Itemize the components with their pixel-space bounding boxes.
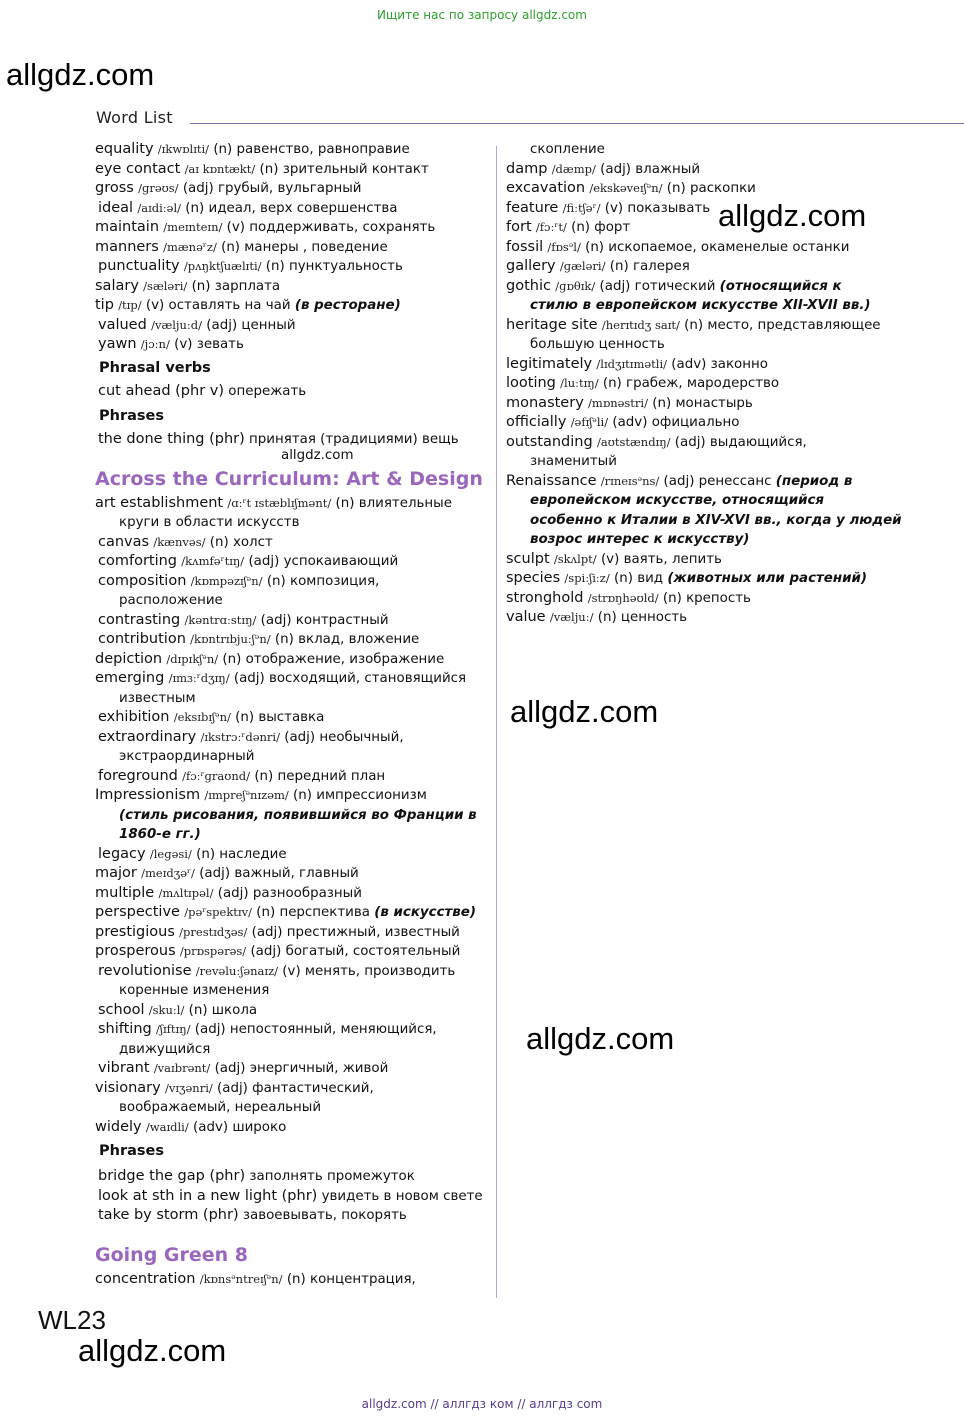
title-rule [190,123,964,124]
entry: prestigious /prestɪdʒəs/ (adj) престижный, известный [95,923,460,940]
entry: comforting /kʌmfəʳtɪŋ/ (adj) успокаивающий [98,553,399,569]
watermark: allgdz.com [718,198,867,233]
subheading: Phrasal verbs [99,359,211,376]
watermark: allgdz.com [6,57,155,92]
entry: multiple /mʌltɪpəl/ (adj) разнообразный [95,884,362,901]
entry: Impressionism /ɪmpreʃᵊnɪzəm/ (n) импрессионизм [95,787,427,803]
entry-continuation: экстраординарный [119,749,255,764]
entry: gross /ɡrəʊs/ (adj) грубый, вульгарный [95,180,362,196]
entry: extraordinary /ɪkstrɔːʳdənri/ (adj) необычный, [98,728,404,745]
entry: look at sth in a new light (phr) увидеть в новом свете [98,1187,483,1204]
entry: fossil /fɒsᵊl/ (n) ископаемое, окаменелые останки [506,238,850,255]
entry: punctuality /pʌŋktʃuælɪti/ (n) пунктуальность [98,258,403,274]
entry: manners /mænəʳz/ (n) манеры , поведение [95,238,388,255]
entry: concentration /kɒnsᵊntreɪʃᵊn/ (n) концентрация, [95,1270,416,1287]
entry: looting /luːtɪŋ/ (n) грабеж, мародерство [506,375,780,391]
entry: canvas /kænvəs/ (n) холст [98,533,273,550]
entry: legitimately /lɪdʒɪtɪmətli/ (adv) законно [506,355,768,372]
entry: perspective /pəʳspektɪv/ (n) перспектива (в искусстве) [95,904,476,920]
entry-continuation: 1860-е гг.) [119,827,201,842]
subheading: Phrases [99,407,164,424]
watermark: allgdz.com [510,694,659,729]
entry: foreground /fɔːʳɡraʊnd/ (n) передний план [98,767,386,784]
left-column [95,140,490,1289]
entry-continuation: возрос интерес к искусству) [530,532,750,547]
entry-continuation: европейском искусстве, относящийся [530,493,825,508]
entry: maintain /meɪnteɪn/ (v) поддерживать, сохранять [95,219,436,235]
entry: outstanding /aʊtstændɪŋ/ (adj) выдающийся, [506,433,807,450]
entry: damp /dæmp/ (adj) влажный [506,160,701,177]
entry: emerging /ɪmɜːʳdʒɪŋ/ (adj) восходящий, становящийся [95,670,467,686]
entry: composition /kɒmpəzɪʃᵊn/ (n) композиция, [98,572,380,589]
top-note: Ищите нас по запросу allgdz.com [377,8,587,22]
entry: value /væljuː/ (n) ценность [506,609,688,625]
watermark-small: allgdz.com [281,447,354,463]
entry: vibrant /vaɪbrənt/ (adj) энергичный, живой [98,1060,389,1076]
entry: bridge the gap (phr) заполнять промежуток [98,1168,415,1184]
entry: major /meɪdʒəʳ/ (adj) важный, главный [95,865,359,881]
entry-continuation: стилю в европейском искусстве XII-XVII вв.) [530,298,871,313]
entry: contrasting /kəntrɑːstɪŋ/ (adj) контрастный [98,611,389,628]
entry: contribution /kɒntrɪbjuːʃᵊn/ (n) вклад, вложение [98,631,420,647]
entry: equality /ɪkwɒlɪti/ (n) равенство, равноправие [95,141,410,157]
entry: officially /əfɪʃᵊli/ (adv) официально [506,414,740,430]
entry-continuation: большую ценность [530,337,665,352]
entry: salary /sæləri/ (n) зарплата [95,277,281,294]
entry: revolutionise /revəluːʃənaɪz/ (v) менять, производить [98,962,456,979]
entry: art establishment /ɑːʳt ɪstæblɪʃmənt/ (n) влиятельные [95,494,452,511]
entry: valued /væljuːd/ (adj) ценный [98,316,296,333]
entry: gallery /ɡæləri/ (n) галерея [506,258,690,274]
entry: legacy /leɡəsi/ (n) наследие [98,845,287,862]
entry: the done thing (phr) принятая (традициями) вещь [98,430,459,447]
entry-continuation: круги в области искусств [119,515,300,530]
section-heading: Across the Curriculum: Art & Design [95,467,483,490]
entry: yawn /jɔːn/ (v) зевать [98,336,244,352]
entry: tip /tɪp/ (v) оставлять на чай (в ресторане) [95,297,401,313]
entry: heritage site /herɪtɪdʒ saɪt/ (n) место, представляющее [506,316,881,333]
entry: eye contact /aɪ kɒntækt/ (n) зрительный контакт [95,160,429,177]
entry: widely /waɪdli/ (adv) широко [95,1118,287,1135]
entry: prosperous /prɒspərəs/ (adj) богатый, состоятельный [95,943,461,959]
entry-continuation: известным [119,690,196,706]
entry-continuation: знаменитый [530,454,617,469]
entry: depiction /dɪpɪkʃᵊn/ (n) отображение, изображение [95,650,445,667]
entry-continuation: (стиль рисования, появившийся во Франции в [119,807,477,823]
entry: fort /fɔːʳt/ (n) форт [506,219,631,235]
page-number: WL23 [38,1305,106,1335]
entry: gothic /ɡɒθɪk/ (adj) готический (относящийся к [506,277,842,294]
watermark: allgdz.com [78,1333,227,1368]
entry: exhibition /eksɪbɪʃᵊn/ (n) выставка [98,709,325,725]
subheading: Phrases [99,1143,164,1159]
watermark: allgdz.com [526,1021,675,1056]
entry-continuation: коренные изменения [119,983,270,998]
entry-continuation: воображаемый, нереальный [119,1100,322,1115]
entry: excavation /ekskəveɪʃᵊn/ (n) раскопки [506,180,756,196]
entry: monastery /mɒnəstri/ (n) монастырь [506,394,753,411]
entry: school /skuːl/ (n) школа [98,1001,258,1018]
entry-continuation: особенно к Италии в XIV-XVI вв., когда у людей [530,512,902,528]
section-heading: Going Green 8 [95,1243,249,1266]
entry: cut ahead (phr v) опережать [98,382,307,399]
entry: visionary /vɪʒənri/ (adj) фантастический, [95,1079,374,1096]
entry: species /spiːʃiːz/ (n) вид (животных или растений) [506,570,868,586]
footer: allgdz.com // аллгдз ком // аллгдз com [361,1397,603,1411]
entry: shifting /ʃɪftɪŋ/ (adj) непостоянный, меняющийся, [98,1021,437,1037]
entry-continuation: расположение [119,593,223,608]
entry: ideal /aɪdiːəl/ (n) идеал, верх совершенства [98,199,398,216]
entry-continuation: движущийся [119,1041,211,1057]
entry: feature /fiːtʃəʳ/ (v) показывать [506,199,711,216]
entry: Renaissance /rɪneɪsᵊns/ (adj) ренессанс (период в [506,472,853,489]
entry: sculpt /skʌlpt/ (v) ваять, лепить [506,550,722,567]
entry-continuation: скопление [530,142,605,157]
entry: take by storm (phr) завоевывать, покорять [98,1207,407,1223]
entry: stronghold /strɒŋhəʊld/ (n) крепость [506,589,751,606]
column-divider [496,146,497,1298]
page-title: Word List [96,108,173,127]
